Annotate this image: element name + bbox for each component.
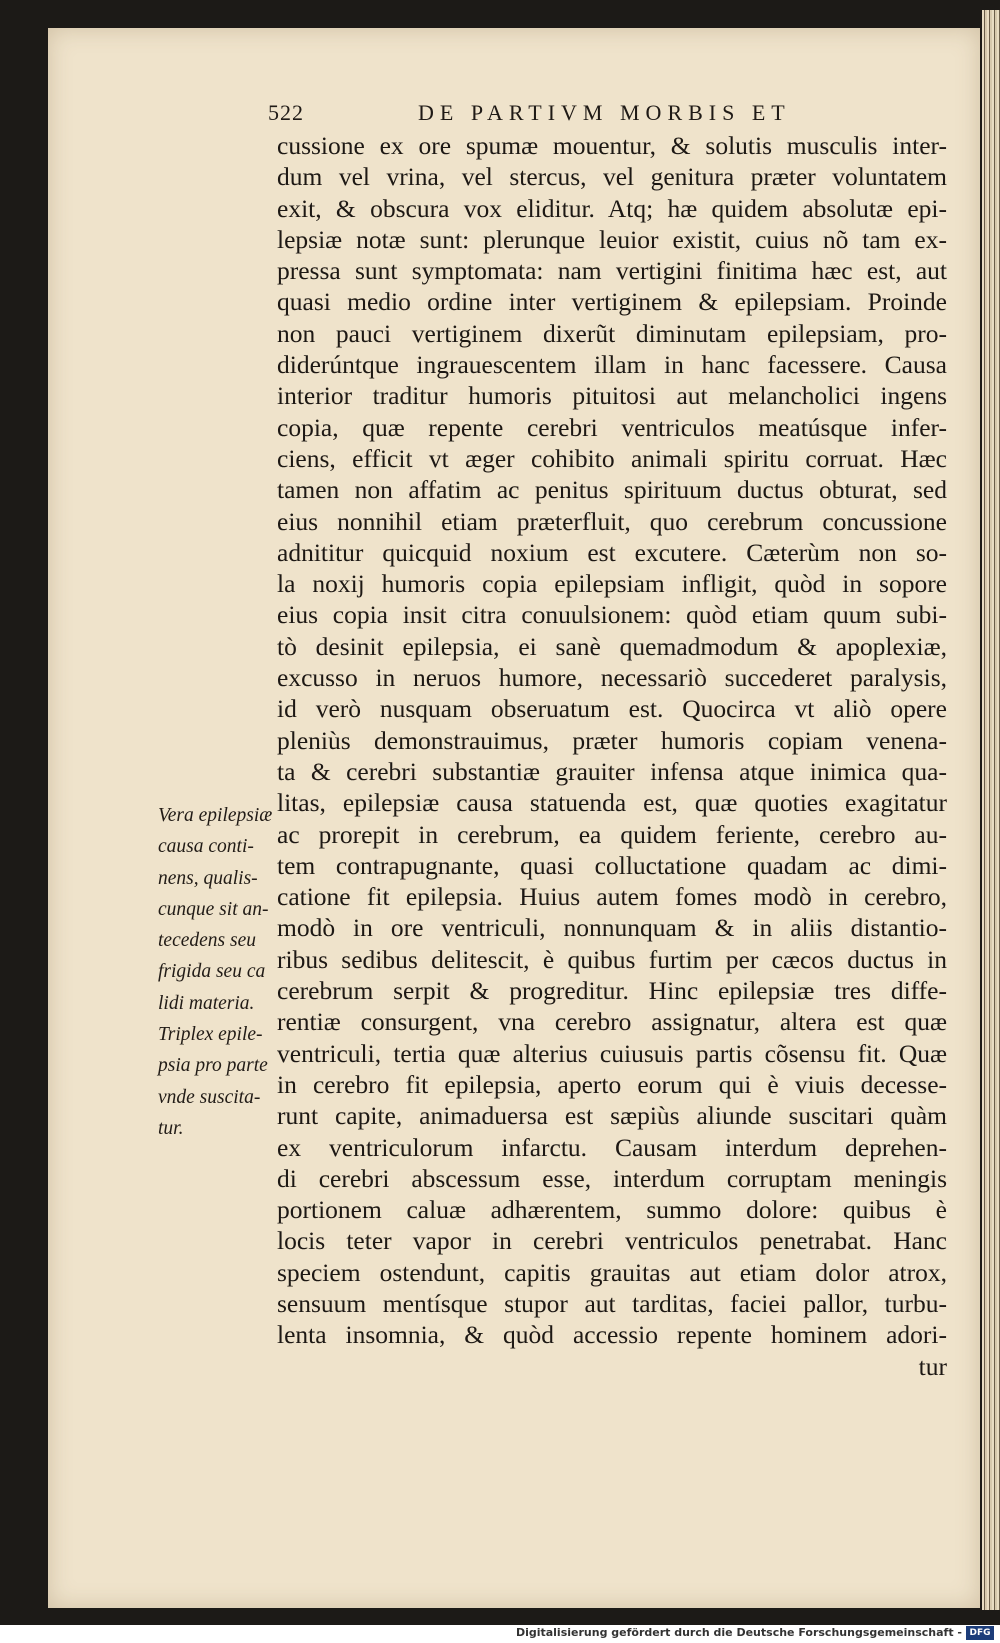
margin-note-line: vnde suscita- [158, 1086, 261, 1108]
text-line: tem contrapugnante, quasi colluctatione quadam ac dimi- [277, 850, 947, 880]
text-line: litas, epilepsiæ causa statuenda est, quæ quoties exagitatur [277, 788, 947, 818]
margin-note-line: cunque sit an- [158, 898, 269, 920]
text-line: quasi medio ordine inter vertiginem & epilepsiam. Proinde [277, 287, 947, 317]
book-page-edge [982, 10, 1000, 1610]
margin-note-line: causa conti- [158, 836, 254, 858]
text-line: in cerebro fit epilepsia, aperto eorum qui è viuis decesse- [277, 1069, 947, 1099]
text-line: excusso in neruos humore, necessariò succederet paralysis, [277, 663, 947, 693]
text-line: ventriculi, tertia quæ alterius cuiusuis partis cõsensu fit. Quæ [277, 1038, 947, 1068]
text-line: pleniùs demonstrauimus, præter humoris copiam venena- [277, 725, 947, 755]
running-title: DE PARTIVM MORBIS ET [418, 100, 791, 125]
margin-note-line: psia pro parte [158, 1055, 268, 1077]
text-line: cussione ex ore spumæ mouentur, & solutis musculis inter- [277, 131, 947, 160]
text-line: tò desinit epilepsia, ei sanè quemadmodum & apoplexiæ, [277, 631, 947, 661]
text-line: dum vel vrina, vel stercus, vel genitura præter voluntatem [277, 162, 947, 192]
margin-note-line: tecedens seu [158, 930, 256, 952]
margin-note-line: Vera epilepsiæ [158, 805, 273, 826]
text-line: locis teter vapor in cerebri ventriculos penetrabat. Hanc [277, 1226, 947, 1256]
footer [0, 1625, 1000, 1643]
text-line: exit, & obscura vox eliditur. Atq; hæ quidem absolutæ epi- [277, 193, 947, 223]
dfg-logo: DFG [966, 1626, 994, 1640]
text-line: ex ventriculorum infarctu. Causam interdum deprehen- [277, 1132, 947, 1162]
text-line: diderúntque ingrauescentem illam in hanc facessere. Causa [277, 350, 947, 380]
page-number: 522 [268, 100, 304, 125]
text-line: di cerebri abscessum esse, interdum corruptam meningis [277, 1163, 947, 1193]
text-line: speciem ostendunt, capitis grauitas aut etiam dolor atrox, [277, 1257, 947, 1287]
margin-note [158, 800, 276, 1144]
text-line: tur [918, 1351, 947, 1381]
text-line: sensuum mentísque stupor aut tarditas, faciei pallor, turbu- [277, 1288, 947, 1318]
text-line: interior traditur humoris pituitosi aut melancholici ingens [277, 381, 947, 411]
text-line: id verò nusquam obseruatum est. Quocirca vt aliò opere [277, 694, 947, 724]
footer-credit: Digitalisierung gefördert durch die Deutsche Forschungsgemeinschaft - [515, 1626, 962, 1639]
margin-note-line: lidi materia. [158, 992, 255, 1014]
text-line: ac prorepit in cerebrum, ea quidem feriente, cerebro au- [277, 819, 947, 849]
text-line: catione fit epilepsia. Huius autem fomes modò in cerebro, [277, 882, 947, 912]
text-line: cerebrum serpit & progreditur. Hinc epilepsiæ tres diffe- [277, 976, 947, 1006]
margin-note-line: tur. [158, 1117, 184, 1139]
text-line: rentiæ consurgent, vna cerebro assignatur, altera est quæ [277, 1007, 947, 1037]
text-line: eius nonnihil etiam præterfluit, quo cerebrum concussione [277, 506, 947, 536]
text-line: ciens, efficit vt æger cohibito animali spiritu corruat. Hæc [277, 443, 947, 473]
text-line: copia, quæ repente cerebri ventriculos meatúsque infer- [277, 412, 947, 442]
text-line: adnititur quicquid noxium est excutere. Cæterùm non so- [277, 537, 947, 567]
text-line: portionem caluæ adhærentem, summo dolore: quibus è [277, 1195, 947, 1225]
text-line: ribus sedibus delitescit, è quibus furtim per cæcos ductus in [277, 944, 947, 974]
text-line: eius copia insit citra conuulsionem: quòd etiam quum subi- [277, 600, 947, 630]
margin-note-line: nens, qualis- [158, 867, 258, 889]
text-line: la noxij humoris copia epilepsiam infligit, quòd in sopore [277, 569, 947, 599]
text-line: ta & cerebri substantiæ grauiter infensa atque inimica qua- [277, 756, 947, 786]
text-line: runt capite, animaduersa est sæpiùs aliunde suscitari quàm [277, 1101, 947, 1131]
main-text-block [277, 130, 947, 1382]
margin-note-line: Triplex epile- [158, 1024, 263, 1046]
text-line: pressa sunt symptomata: nam vertigini finitima hæc est, aut [277, 256, 947, 286]
text-line: tamen non affatim ac penitus spirituum ductus obturat, sed [277, 475, 947, 505]
text-line: lenta insomnia, & quòd accessio repente hominem adori- [277, 1320, 947, 1350]
running-head [268, 100, 958, 130]
margin-note-line: frigida seu ca [158, 961, 266, 983]
text-line: modò in ore ventriculi, nonnunquam & in aliis distantio- [277, 913, 947, 943]
text-line: lepsiæ notæ sunt: plerunque leuior existit, cuius nõ tam ex- [277, 224, 947, 254]
text-line: non pauci vertiginem dixerũt diminutam epilepsiam, pro- [277, 318, 947, 348]
